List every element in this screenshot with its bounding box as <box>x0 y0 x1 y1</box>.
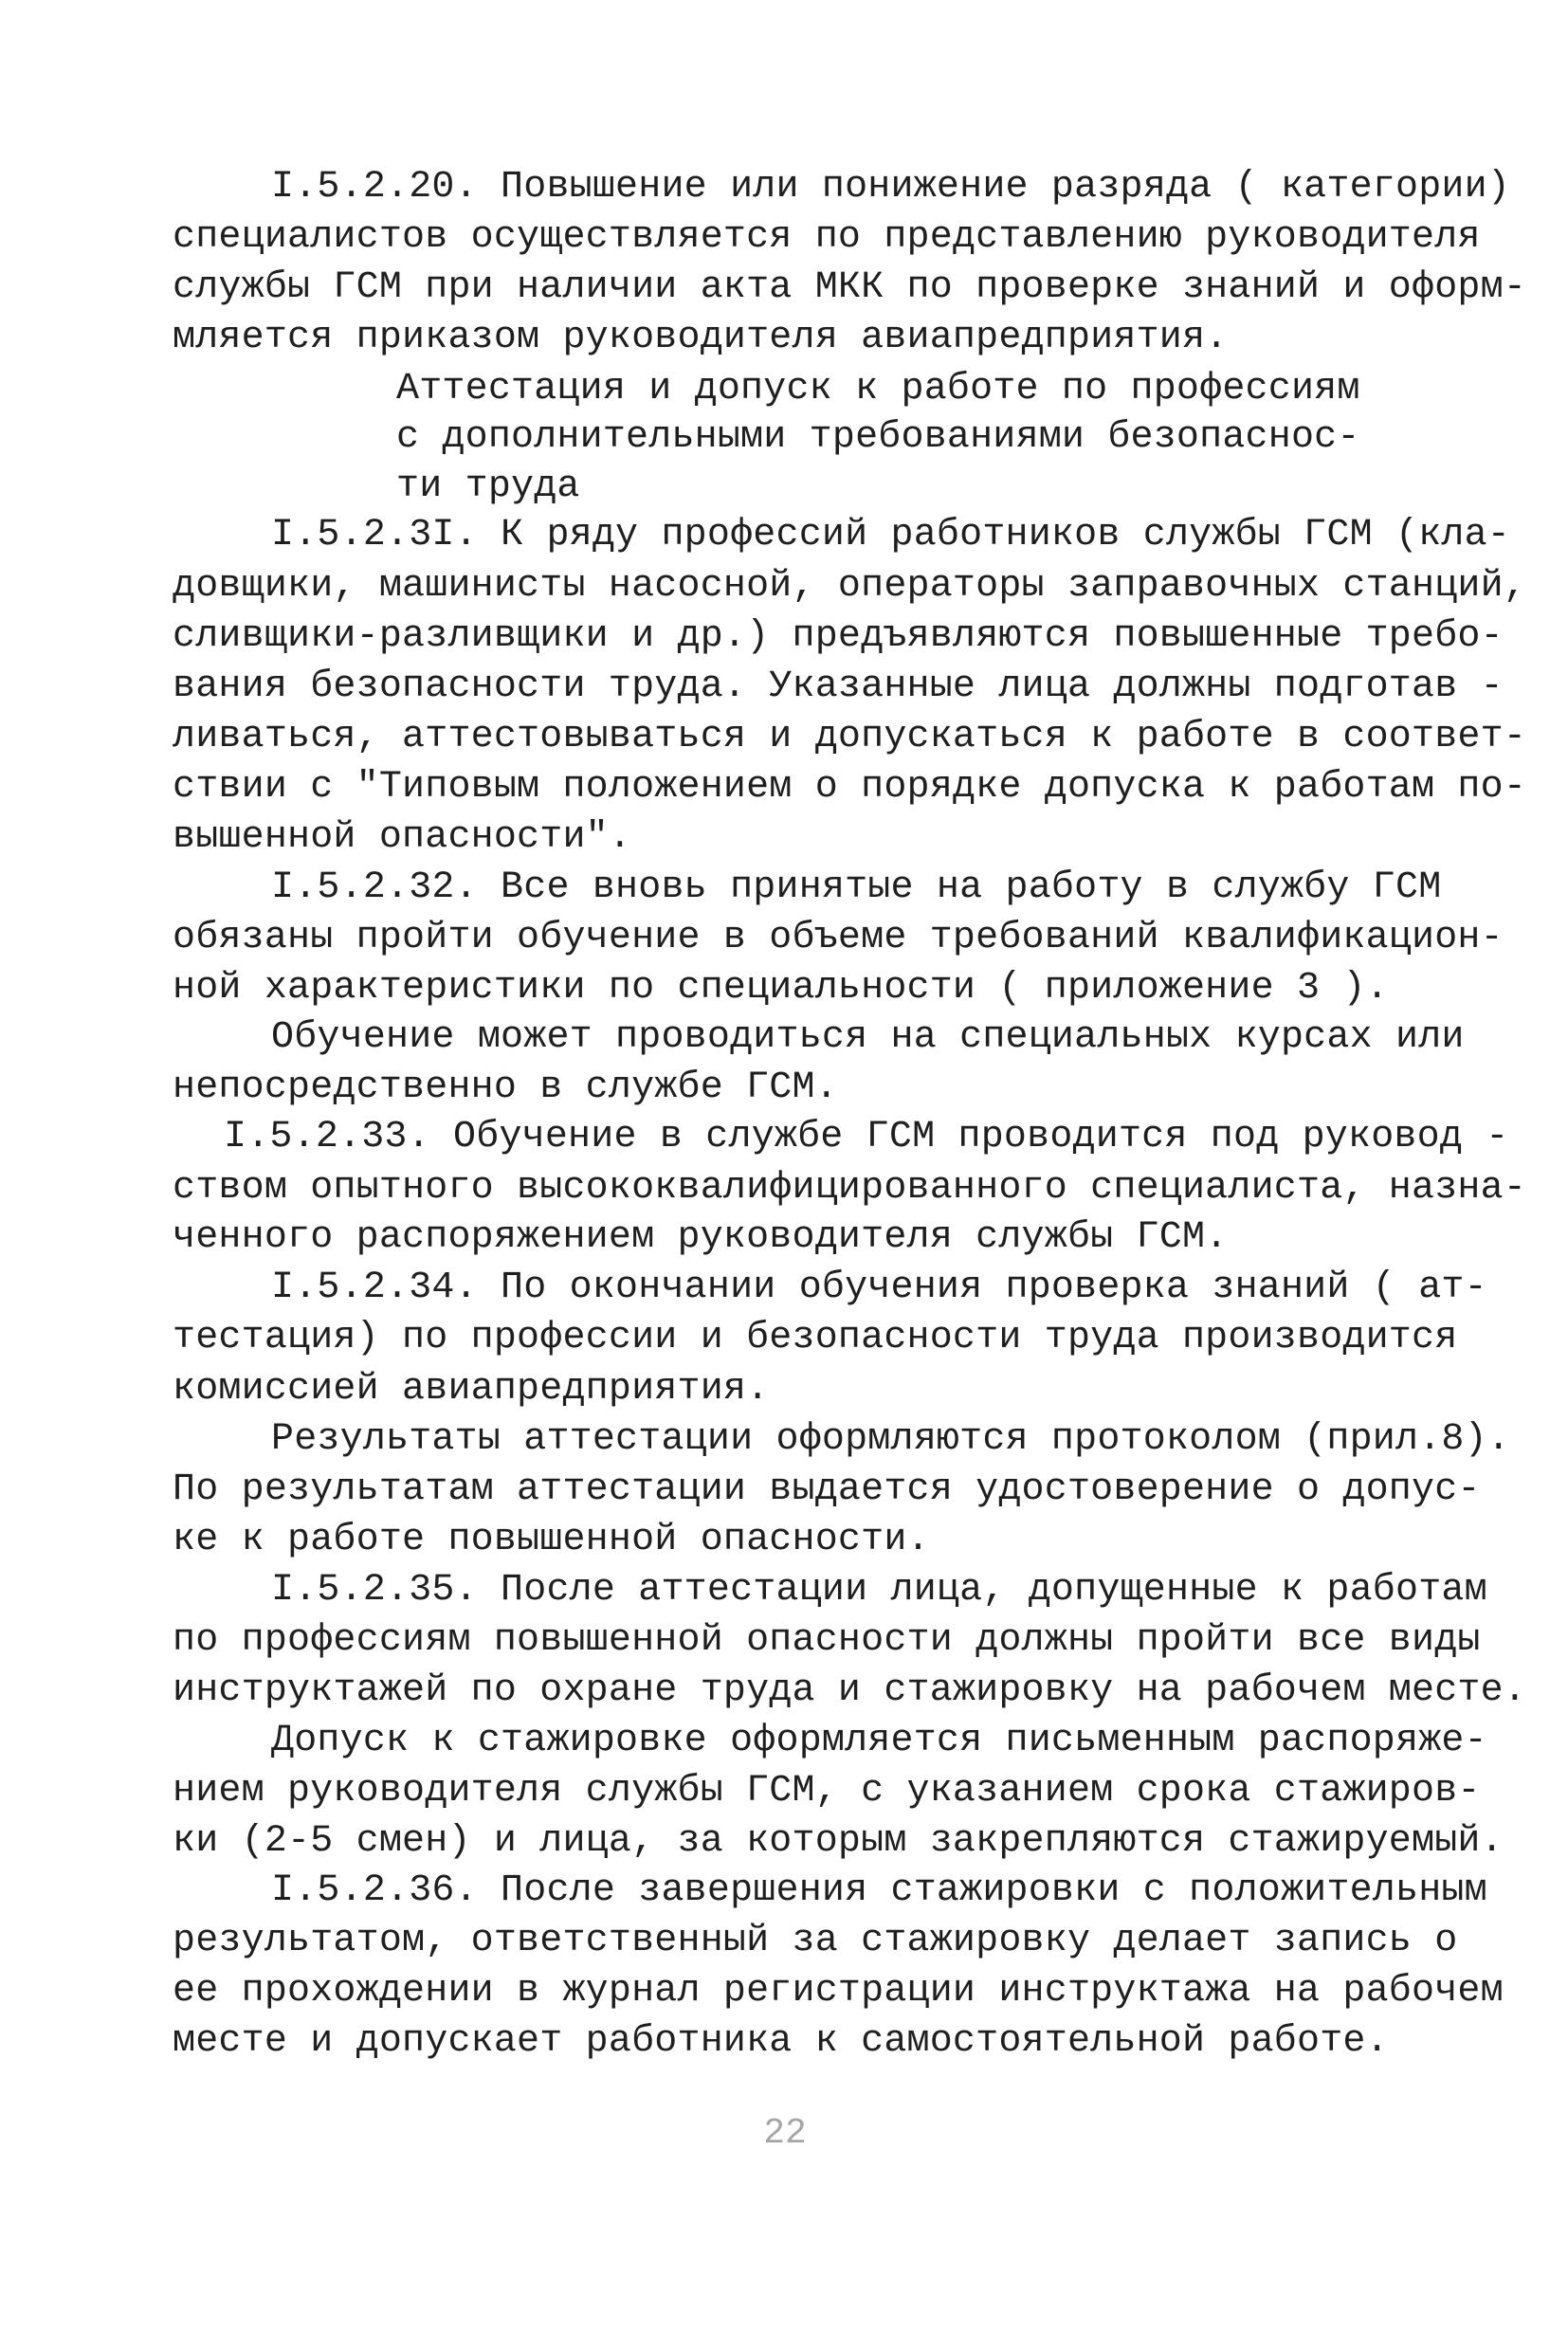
paragraph-1-5-2-32-line-1: I.5.2.32. Все вновь принятые на работу в службу ГСМ <box>271 866 1442 909</box>
paragraph-1-5-2-32-line-2: обязаны пройти обучение в объеме требований квалификацион- <box>173 917 1504 959</box>
paragraph-1-5-2-35-line-2: по профессиям повышенной опасности должны пройти все виды <box>173 1619 1481 1662</box>
paragraph-1-5-2-31-line-6: ствии с "Типовым положением о порядке допуска к работам по- <box>173 766 1527 809</box>
paragraph-1-5-2-33-line-2: ством опытного высококвалифицированного специалиста, назна- <box>173 1167 1527 1210</box>
paragraph-1-5-2-20-line-4: мляется приказом руководителя авиапредприятия. <box>173 317 1229 359</box>
paragraph-1-5-2-31-line-2: довщики, машинисты насосной, операторы заправочных станций, <box>173 565 1527 608</box>
paragraph-1-5-2-32-line-3: ной характеристики по специальности ( приложение 3 ). <box>173 967 1389 1010</box>
section-heading-line-2: с дополнительными требованиями безопаснос- <box>396 416 1360 459</box>
paragraph-1-5-2-31-line-7: вышенной опасности". <box>173 816 632 859</box>
paragraph-1-5-2-36-line-3: ее прохождении в журнал регистрации инструктажа на рабочем <box>173 1970 1504 2013</box>
training-paragraph-line-1: Обучение может проводиться на специальных курсах или <box>271 1016 1465 1059</box>
internship-admission-line-2: нием руководителя службы ГСМ, с указанием срока стажиров- <box>173 1770 1481 1813</box>
section-heading-line-3: ти труда <box>396 465 580 508</box>
paragraph-1-5-2-36-line-2: результатом, ответственный за стажировку делает запись о <box>173 1920 1458 1962</box>
paragraph-1-5-2-33-line-1: I.5.2.33. Обучение в службе ГСМ проводится под руковод - <box>224 1116 1509 1158</box>
page-number: 22 <box>763 2113 807 2154</box>
paragraph-1-5-2-20-line-1: I.5.2.20. Повышение или понижение разряда ( категории) <box>271 166 1511 209</box>
paragraph-1-5-2-34-line-1: I.5.2.34. По окончании обучения проверка знаний ( ат- <box>271 1267 1487 1309</box>
section-heading-line-1: Аттестация и допуск к работе по профессиям <box>396 368 1360 410</box>
paragraph-1-5-2-31-line-1: I.5.2.3I. К ряду профессий работников службы ГСМ (кла- <box>271 514 1511 556</box>
paragraph-1-5-2-20-line-2: специалистов осуществляется по представлению руководителя <box>173 216 1481 259</box>
paragraph-1-5-2-20-line-3: службы ГСМ при наличии акта МКК по проверке знаний и оформ- <box>173 266 1527 309</box>
paragraph-1-5-2-34-line-2: тестация) по профессии и безопасности труда производится <box>173 1317 1458 1359</box>
paragraph-1-5-2-31-line-4: вания безопасности труда. Указанные лица должны подготав - <box>173 665 1504 708</box>
paragraph-1-5-2-31-line-3: сливщики-разливщики и др.) предъявляются повышенные требо- <box>173 615 1504 658</box>
internship-admission-line-1: Допуск к стажировке оформляется письменным распоряже- <box>271 1720 1487 1762</box>
internship-admission-line-3: ки (2-5 смен) и лица, за которым закрепляются стажируемый. <box>173 1820 1504 1863</box>
paragraph-1-5-2-36-line-4: месте и допускает работника к самостоятельной работе. <box>173 2020 1389 2063</box>
training-paragraph-line-2: непосредственно в службе ГСМ. <box>173 1066 838 1109</box>
paragraph-1-5-2-34-line-3: комиссией авиапредприятия. <box>173 1368 770 1411</box>
attestation-results-line-3: ке к работе повышенной опасности. <box>173 1519 930 1561</box>
paragraph-1-5-2-35-line-1: I.5.2.35. После аттестации лица, допущенные к работам <box>271 1569 1487 1612</box>
paragraph-1-5-2-33-line-3: ченного распоряжением руководителя службы ГСМ. <box>173 1216 1229 1259</box>
paragraph-1-5-2-35-line-3: инструктажей по охране труда и стажировку на рабочем месте. <box>173 1669 1527 1712</box>
attestation-results-line-1: Результаты аттестации оформляются протоколом (прил.8). <box>271 1418 1511 1461</box>
attestation-results-line-2: По результатам аттестации выдается удостоверение о допус- <box>173 1468 1481 1511</box>
paragraph-1-5-2-31-line-5: ливаться, аттестовываться и допускаться к работе в соответ- <box>173 716 1527 758</box>
paragraph-1-5-2-36-line-1: I.5.2.36. После завершения стажировки с положительным <box>271 1869 1487 1912</box>
